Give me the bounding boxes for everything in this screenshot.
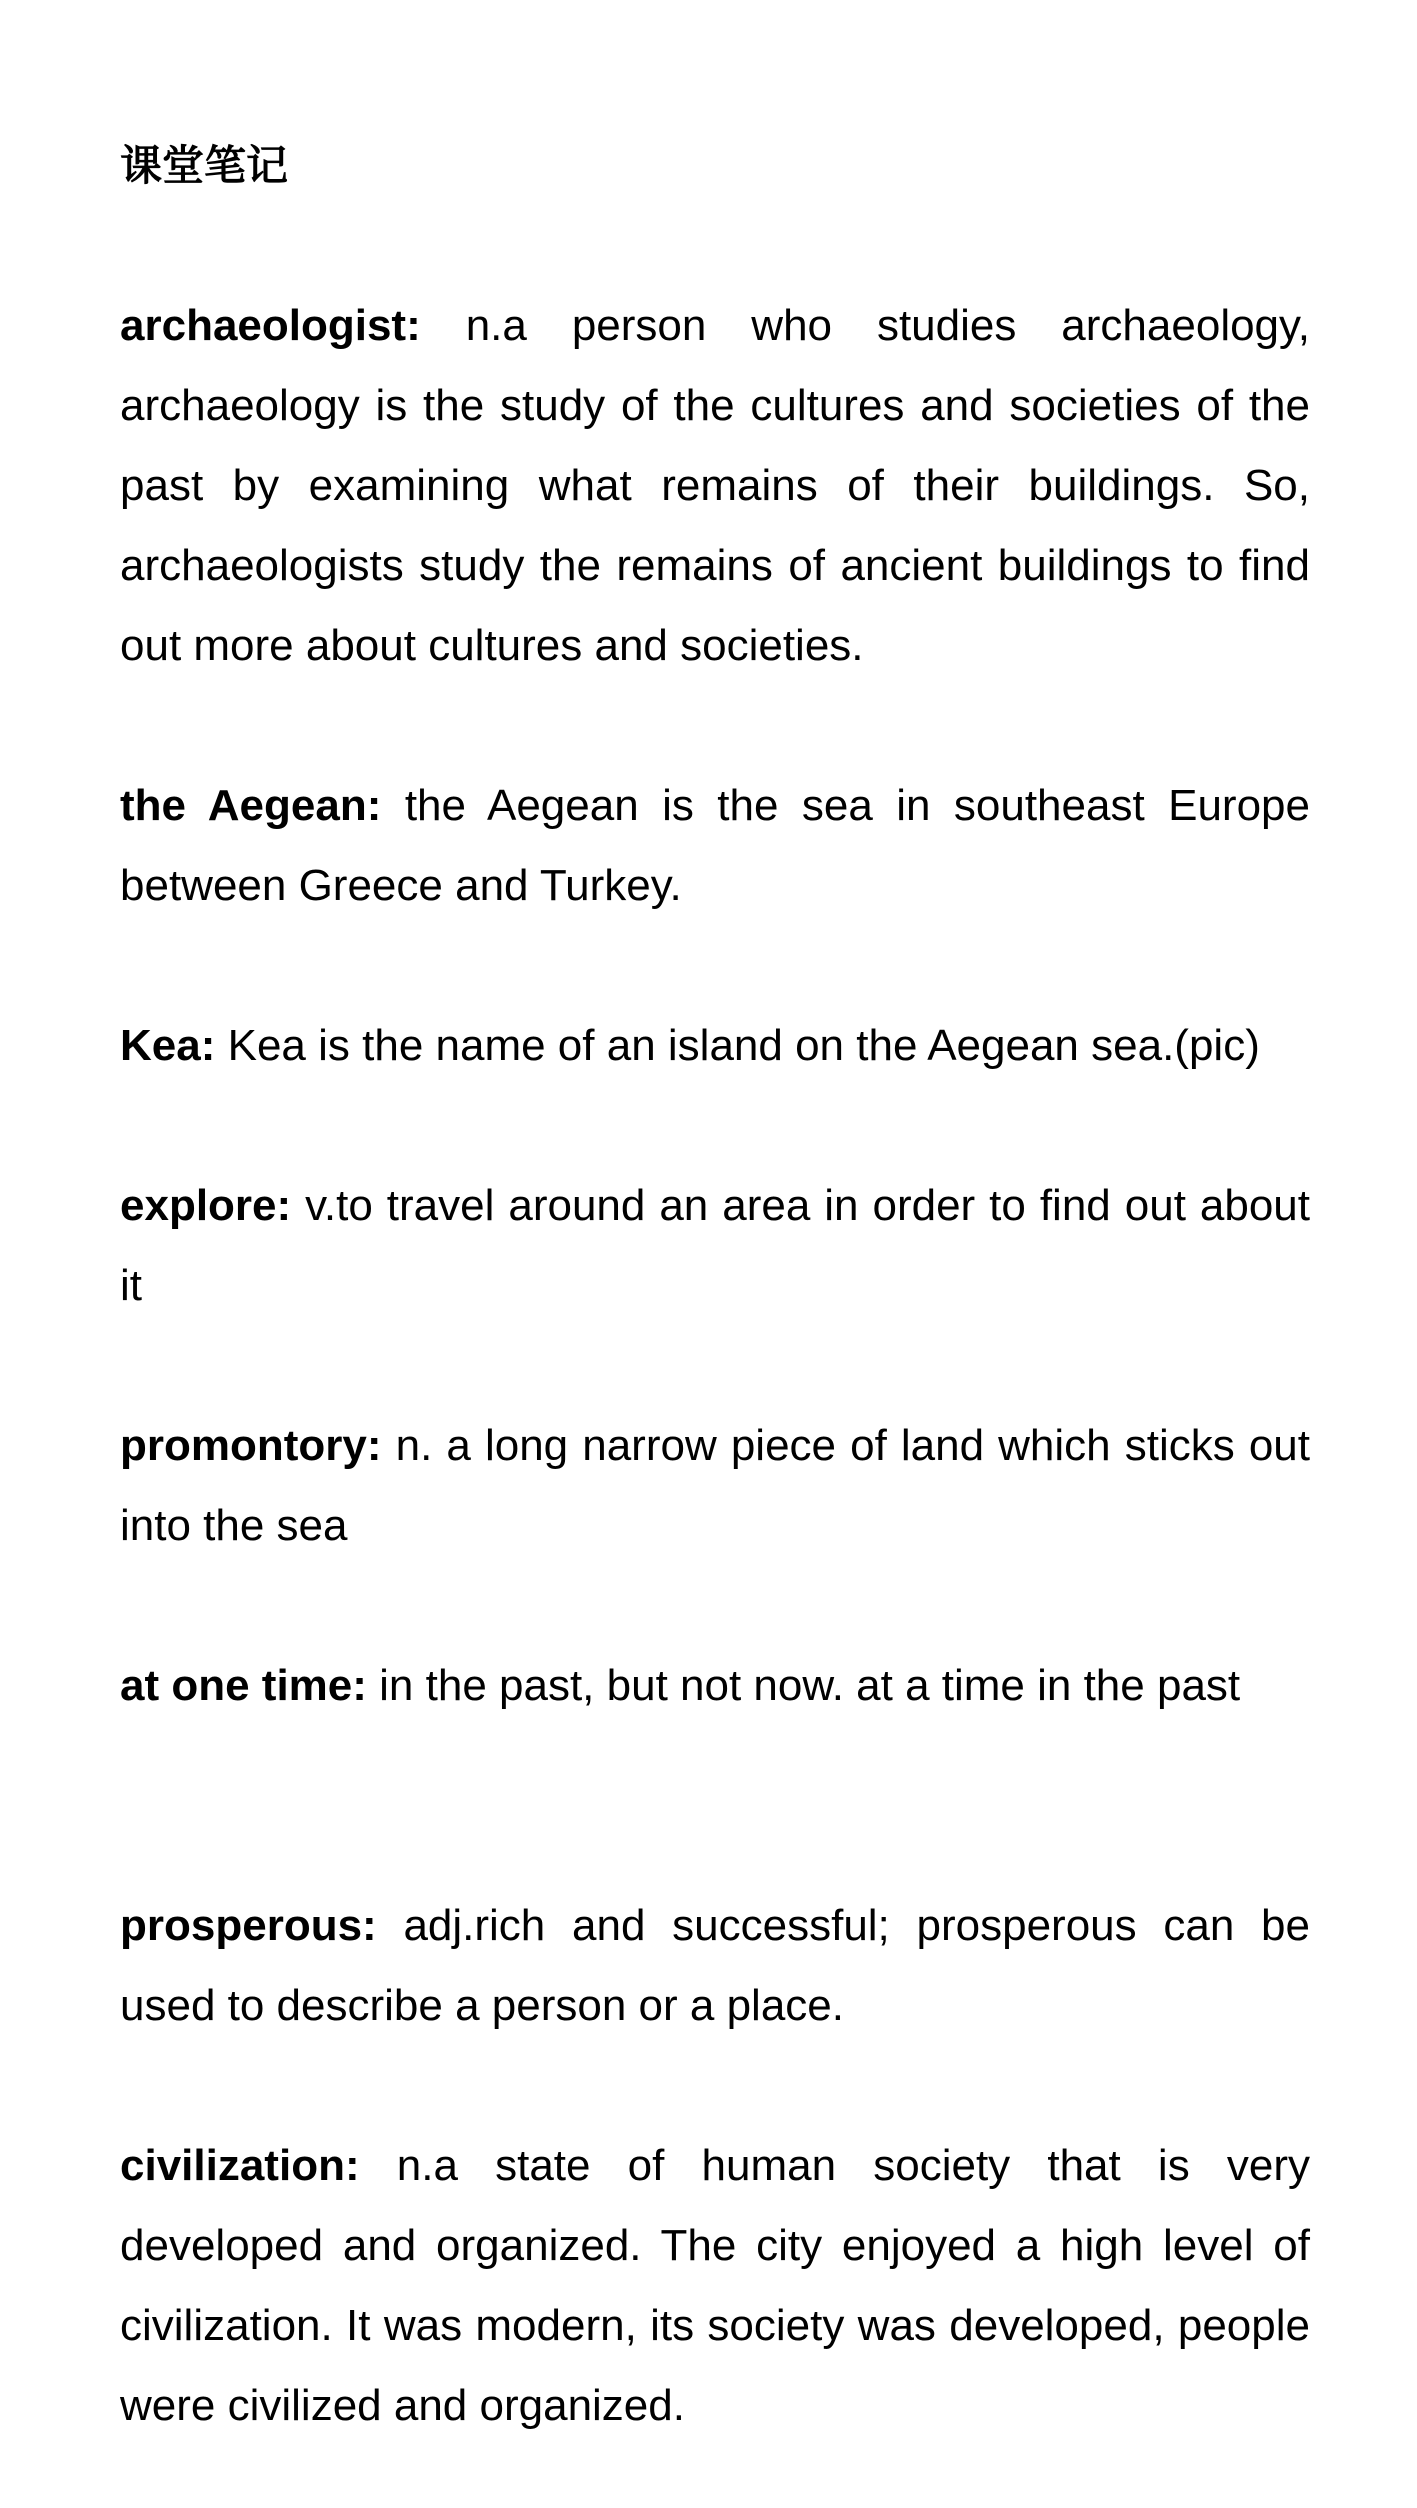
entry-prosperous — [120, 1886, 1310, 2046]
entry-term: the Aegean: — [120, 781, 382, 830]
entry-definition: Kea is the name of an island on the Aegean sea.(pic) — [227, 1021, 1260, 1070]
entry-term: Kea: — [120, 1021, 216, 1070]
entry-term: prosperous: — [120, 1901, 377, 1950]
entry-explore — [120, 1166, 1310, 1326]
entry-archaeologist — [120, 286, 1310, 686]
entry-definition: n.a state of human society that is very developed and organized. The city enjoyed a high level of civilization. It was modern, its society was developed, people were civilized and organized. — [120, 2141, 1310, 2430]
entry-definition: adj.rich and successful; prosperous can be used to describe a person or a place. — [120, 1901, 1310, 2030]
entry-promontory — [120, 1406, 1310, 1566]
entry-definition: n. a long narrow piece of land which sticks out into the sea — [120, 1421, 1310, 1550]
entry-term: explore: — [120, 1181, 292, 1230]
entry-term: at one time: — [120, 1661, 367, 1710]
entry-definition: n.a person who studies archaeology, archaeology is the study of the cultures and societies of the past by examining what remains of their buildings. So, archaeologists study the remains of ancient buildings to find out more about cultures and societies. — [120, 301, 1310, 670]
entry-the-aegean — [120, 766, 1310, 926]
entry-at-one-time — [120, 1646, 1310, 1726]
entry-term: archaeologist: — [120, 301, 421, 350]
entry-civilization — [120, 2126, 1310, 2446]
entry-definition: the Aegean is the sea in southeast Europe between Greece and Turkey. — [120, 781, 1310, 910]
entry-term: civilization: — [120, 2141, 360, 2190]
page-title: 课堂笔记 — [120, 142, 289, 189]
entry-definition: v.to travel around an area in order to find out about it — [120, 1181, 1310, 1310]
entry-definition: in the past, but not now. at a time in the past — [379, 1661, 1241, 1710]
entry-kea — [120, 1006, 1310, 1086]
entry-term: promontory: — [120, 1421, 382, 1470]
